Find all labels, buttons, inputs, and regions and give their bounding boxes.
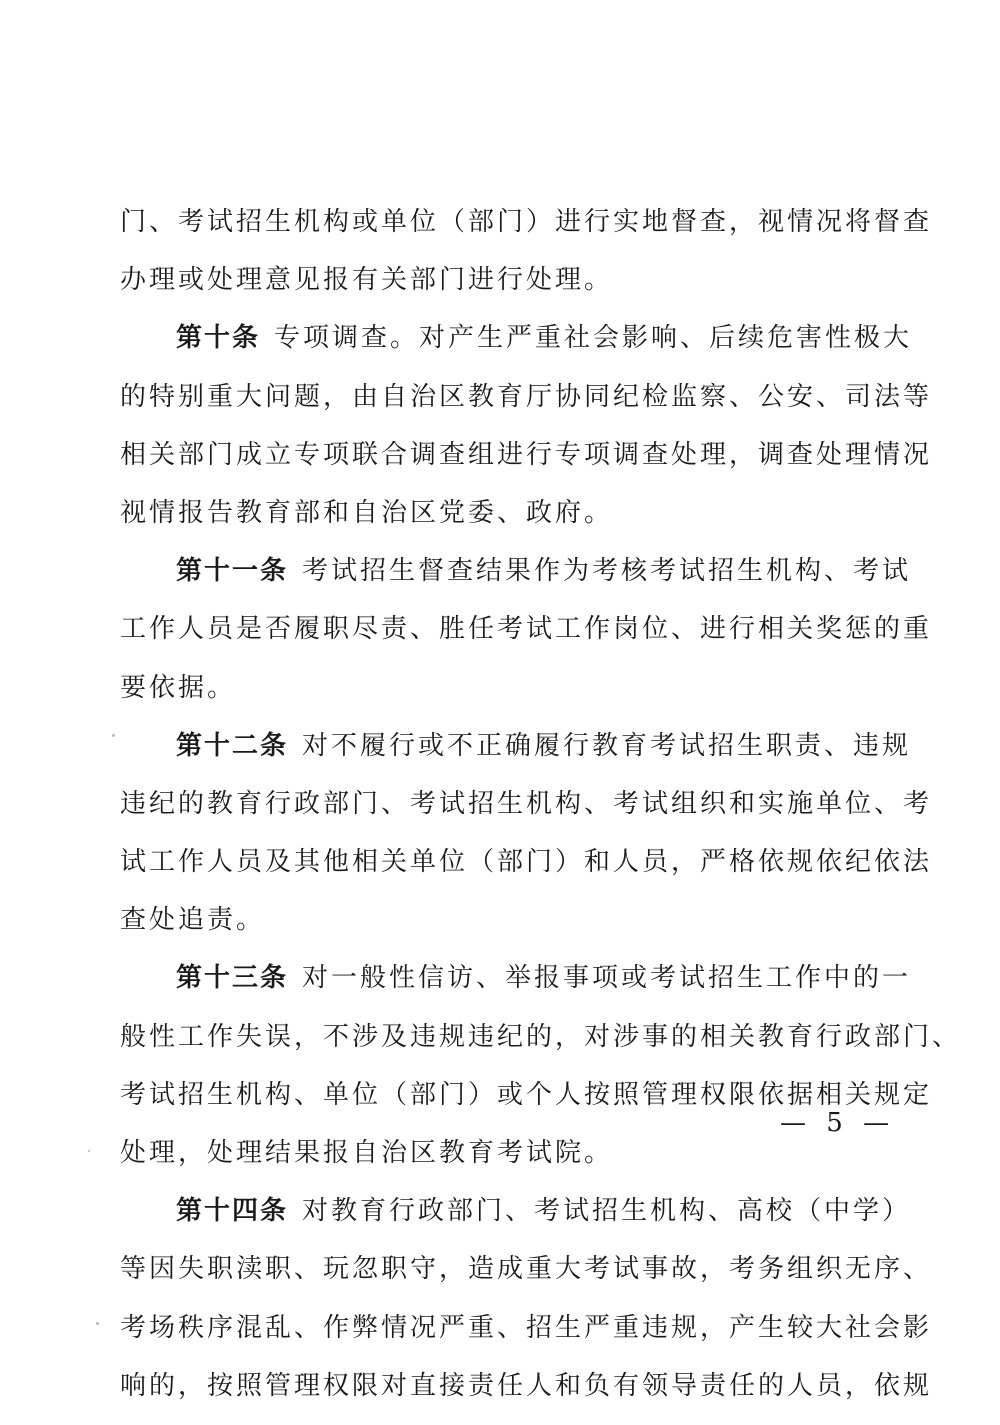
- text-line: [120, 309, 913, 367]
- text-line: 考试招生机构、单位（部门）或个人按照管理权限依据相关规定: [120, 1079, 933, 1110]
- article-text: 对不履行或不正确履行教育考试招生职责、违规: [302, 730, 912, 761]
- article-number: 第十三条: [176, 963, 289, 994]
- scan-speck: [112, 734, 115, 737]
- article-text: 专项调查。对产生严重社会影响、后续危害性极大: [274, 323, 913, 354]
- paragraph-continuation: [120, 193, 933, 309]
- article-text: 对教育行政部门、考试招生机构、高校（中学）: [302, 1196, 912, 1227]
- text-line: 般性工作失误，不涉及违规违纪的，对涉事的相关教育行政部门、: [120, 1021, 962, 1052]
- article-13: [120, 949, 962, 1182]
- text-line: 等因失职渎职、玩忽职守，造成重大考试事故，考务组织无序、: [120, 1254, 933, 1285]
- text-line: [120, 542, 912, 600]
- text-line: 视情报告教育部和自治区党委、政府。: [120, 497, 614, 528]
- text-line: 违纪的教育行政部门、考试招生机构、考试组织和实施单位、考: [120, 788, 933, 819]
- scan-speck: [88, 1150, 90, 1152]
- text-line: 处理，处理结果报自治区教育考试院。: [120, 1138, 614, 1168]
- article-text: 考试招生督查结果作为考核考试招生机构、考试: [302, 556, 912, 587]
- document-body: [120, 193, 962, 1415]
- article-number: 第十四条: [176, 1196, 289, 1227]
- article-number: 第十二条: [176, 730, 289, 761]
- article-12: [120, 717, 933, 950]
- article-text: 对一般性信访、举报事项或考试招生工作中的一: [302, 963, 912, 994]
- page-number: — 5 —: [780, 1108, 896, 1138]
- text-line: 相关部门成立专项联合调查组进行专项调查处理，调查处理情况: [120, 439, 933, 470]
- text-line: [120, 1182, 912, 1240]
- text-line: [120, 717, 912, 775]
- text-line: 门、考试招生机构或单位（部门）进行实地督查，视情况将督查: [120, 207, 933, 237]
- text-line: 要依据。: [120, 672, 237, 703]
- text-line: 工作人员是否履职尽责、胜任考试工作岗位、进行相关奖惩的重: [120, 614, 933, 645]
- text-line: [120, 949, 912, 1007]
- text-line: 响的，按照管理权限对直接责任人和负有领导责任的人员，依规: [120, 1370, 933, 1401]
- scan-speck: [96, 1322, 99, 1325]
- text-line: 的特别重大问题，由自治区教育厅协同纪检监察、公安、司法等: [120, 381, 933, 412]
- text-line: 查处追责。: [120, 905, 266, 936]
- article-number: 第十一条: [176, 556, 289, 587]
- article-14: [120, 1182, 933, 1415]
- article-number: 第十条: [176, 323, 261, 354]
- article-10: [120, 309, 933, 542]
- article-11: [120, 542, 933, 717]
- text-line: 办理或处理意见报有关部门进行处理。: [120, 265, 614, 296]
- text-line: 试工作人员及其他相关单位（部门）和人员，严格依规依纪依法: [120, 847, 933, 878]
- text-line: 考场秩序混乱、作弊情况严重、招生严重违规，产生较大社会影: [120, 1312, 933, 1343]
